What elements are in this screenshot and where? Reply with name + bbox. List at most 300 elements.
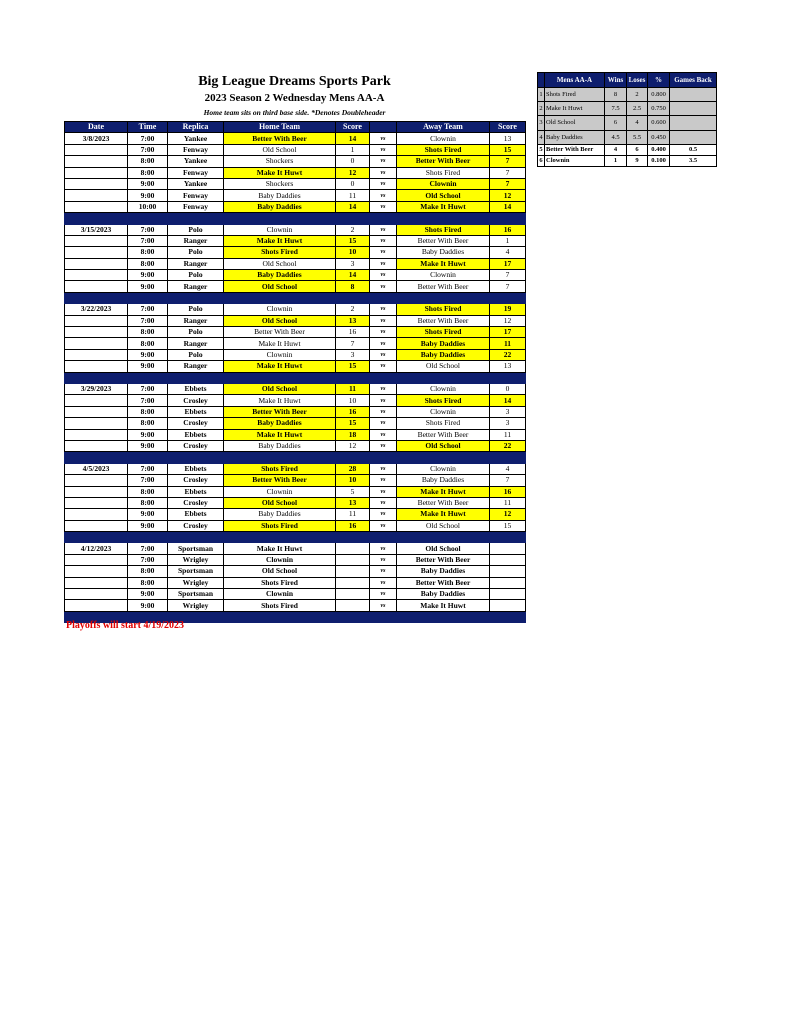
vs-label: vs: [370, 383, 397, 394]
away-score: 11: [490, 338, 526, 349]
away-team: Make It Huwt: [397, 600, 490, 611]
table-row: [65, 201, 526, 212]
standings-rank: 4: [538, 130, 545, 144]
game-time: 9:00: [128, 429, 168, 440]
game-date: [65, 429, 128, 440]
away-score: 7: [490, 167, 526, 178]
game-time: 7:00: [128, 235, 168, 246]
table-row: [65, 509, 526, 520]
separator-cell: [128, 213, 168, 224]
standings-wins: 1: [605, 155, 627, 166]
game-replica-field: Yankee: [168, 156, 224, 167]
table-row: [65, 566, 526, 577]
table-row: [65, 497, 526, 508]
away-team: Better With Beer: [397, 235, 490, 246]
home-team: Shockers: [224, 178, 336, 189]
home-score: 15: [336, 235, 370, 246]
separator-cell: [397, 611, 490, 622]
away-score: 4: [490, 463, 526, 474]
separator-cell: [397, 292, 490, 303]
home-team: Old School: [224, 497, 336, 508]
home-score: 10: [336, 247, 370, 258]
game-date: 3/22/2023: [65, 304, 128, 315]
game-time: 8:00: [128, 486, 168, 497]
separator-cell: [128, 292, 168, 303]
home-team: Old School: [224, 315, 336, 326]
separator-cell: [168, 372, 224, 383]
table-row: [65, 543, 526, 554]
table-row: [65, 178, 526, 189]
game-replica-field: Ebbets: [168, 463, 224, 474]
home-team: Shots Fired: [224, 463, 336, 474]
table-row: [65, 475, 526, 486]
table-row: [65, 577, 526, 588]
home-team: Baby Daddies: [224, 509, 336, 520]
col-vs-header: [370, 122, 397, 133]
table-row: [65, 190, 526, 201]
home-team: Clownin: [224, 589, 336, 600]
game-date: [65, 406, 128, 417]
home-score: [336, 566, 370, 577]
game-replica-field: Crosley: [168, 520, 224, 531]
game-replica-field: Ranger: [168, 281, 224, 292]
game-date: 3/8/2023: [65, 133, 128, 144]
separator-cell: [224, 532, 336, 543]
vs-label: vs: [370, 418, 397, 429]
vs-label: vs: [370, 258, 397, 269]
home-team: Shockers: [224, 156, 336, 167]
home-team: Shots Fired: [224, 520, 336, 531]
game-date: [65, 554, 128, 565]
game-replica-field: Fenway: [168, 167, 224, 178]
game-date: [65, 167, 128, 178]
away-score: 13: [490, 133, 526, 144]
away-team: Shots Fired: [397, 144, 490, 155]
game-date: [65, 281, 128, 292]
separator-cell: [370, 292, 397, 303]
standings-pct: 0.450: [648, 130, 670, 144]
vs-label: vs: [370, 144, 397, 155]
vs-label: vs: [370, 577, 397, 588]
away-team: Better With Beer: [397, 156, 490, 167]
game-time: 9:00: [128, 440, 168, 451]
home-team: Baby Daddies: [224, 440, 336, 451]
table-row: [65, 247, 526, 258]
game-replica-field: Ranger: [168, 361, 224, 372]
vs-label: vs: [370, 463, 397, 474]
separator-cell: [397, 532, 490, 543]
home-score: 16: [336, 520, 370, 531]
away-score: 1: [490, 235, 526, 246]
home-score: 2: [336, 304, 370, 315]
separator-cell: [168, 452, 224, 463]
separator-cell: [336, 292, 370, 303]
col-home-team-header: Home Team: [224, 122, 336, 133]
schedule-table: [64, 121, 526, 623]
away-score: 7: [490, 156, 526, 167]
away-score: 12: [490, 190, 526, 201]
away-team: Better With Beer: [397, 554, 490, 565]
game-time: 7:00: [128, 554, 168, 565]
standings-rank: 6: [539, 157, 543, 165]
away-score: 7: [490, 178, 526, 189]
game-time: 7:00: [128, 315, 168, 326]
table-row: [65, 270, 526, 281]
standings-pct: 0.400: [648, 144, 670, 155]
away-score: 12: [490, 315, 526, 326]
game-time: 8:00: [128, 258, 168, 269]
game-time: 7:00: [128, 224, 168, 235]
away-team: Old School: [397, 440, 490, 451]
away-score: [490, 600, 526, 611]
standings-pct: 0.600: [648, 116, 670, 130]
away-team: Make It Huwt: [397, 201, 490, 212]
game-date: [65, 600, 128, 611]
home-team: Shots Fired: [224, 600, 336, 611]
away-score: 16: [490, 224, 526, 235]
away-team: Clownin: [397, 133, 490, 144]
table-row: [65, 418, 526, 429]
away-score: 15: [490, 520, 526, 531]
standings-table: [537, 72, 717, 167]
game-replica-field: Wrigley: [168, 600, 224, 611]
standings-loses: 2.5: [627, 102, 648, 116]
home-score: 3: [336, 258, 370, 269]
away-score: 13: [490, 361, 526, 372]
col-time-header: Time: [128, 122, 168, 133]
home-score: 12: [336, 167, 370, 178]
vs-label: vs: [370, 315, 397, 326]
table-row: [65, 440, 526, 451]
away-team: Make It Huwt: [397, 509, 490, 520]
separator-cell: [65, 532, 128, 543]
standings-games-back: 3.5: [670, 155, 717, 166]
table-row: [65, 486, 526, 497]
home-score: 15: [336, 418, 370, 429]
standings-wins: 8: [605, 88, 627, 102]
separator-cell: [370, 372, 397, 383]
away-team: Shots Fired: [397, 395, 490, 406]
vs-label: vs: [370, 167, 397, 178]
separator-cell: [370, 611, 397, 622]
home-score: 11: [336, 190, 370, 201]
game-replica-field: Ebbets: [168, 486, 224, 497]
standings-rank-header: [538, 73, 545, 88]
game-replica-field: Yankee: [168, 133, 224, 144]
standings-gb-header: Games Back: [670, 73, 717, 88]
game-replica-field: Polo: [168, 247, 224, 258]
home-team: Make It Huwt: [224, 167, 336, 178]
col-away-score-header: Score: [490, 122, 526, 133]
away-score: 11: [490, 497, 526, 508]
home-team: Old School: [224, 144, 336, 155]
home-score: 1: [336, 144, 370, 155]
week-separator: [65, 452, 526, 463]
home-score: 8: [336, 281, 370, 292]
away-team: Shots Fired: [397, 167, 490, 178]
game-date: [65, 270, 128, 281]
game-time: 9:00: [128, 349, 168, 360]
game-date: [65, 258, 128, 269]
home-score: 2: [336, 224, 370, 235]
home-team: Clownin: [224, 224, 336, 235]
away-score: 3: [490, 406, 526, 417]
away-team: Shots Fired: [397, 304, 490, 315]
standings-row: [538, 88, 717, 102]
table-row: [65, 315, 526, 326]
home-score: 14: [336, 270, 370, 281]
week-separator: [65, 372, 526, 383]
table-row: [65, 361, 526, 372]
home-score: 0: [336, 156, 370, 167]
vs-label: vs: [370, 395, 397, 406]
away-score: [490, 543, 526, 554]
game-replica-field: Sportsman: [168, 566, 224, 577]
game-date: 4/12/2023: [65, 543, 128, 554]
game-replica-field: Crosley: [168, 418, 224, 429]
home-score: 16: [336, 327, 370, 338]
standings-division-header: Mens AA-A: [545, 73, 605, 88]
away-score: 7: [490, 270, 526, 281]
game-time: 7:00: [128, 304, 168, 315]
standings-row: [538, 116, 717, 130]
game-date: [65, 144, 128, 155]
standings-pct-header: %: [648, 73, 670, 88]
game-replica-field: Polo: [168, 304, 224, 315]
standings-wins-header: Wins: [605, 73, 627, 88]
game-replica-field: Polo: [168, 224, 224, 235]
home-score: 13: [336, 497, 370, 508]
home-team: Make It Huwt: [224, 543, 336, 554]
home-score: 5: [336, 486, 370, 497]
standings-body: [538, 88, 717, 167]
game-replica-field: Polo: [168, 270, 224, 281]
away-team: Clownin: [397, 383, 490, 394]
separator-cell: [397, 213, 490, 224]
standings-games-back: [670, 116, 717, 130]
table-row: [65, 600, 526, 611]
home-score: [336, 600, 370, 611]
game-replica-field: Polo: [168, 349, 224, 360]
game-time: 8:00: [128, 406, 168, 417]
game-time: 7:00: [128, 383, 168, 394]
home-team: Baby Daddies: [224, 418, 336, 429]
away-team: Make It Huwt: [397, 258, 490, 269]
separator-cell: [397, 372, 490, 383]
away-score: [490, 554, 526, 565]
game-replica-field: Yankee: [168, 178, 224, 189]
standings-wins: 4.5: [605, 130, 627, 144]
separator-cell: [168, 532, 224, 543]
page-title: Big League Dreams Sports Park: [198, 74, 391, 89]
game-replica-field: Crosley: [168, 497, 224, 508]
home-team: Baby Daddies: [224, 190, 336, 201]
vs-label: vs: [370, 520, 397, 531]
table-row: [65, 589, 526, 600]
game-time: 7:00: [128, 475, 168, 486]
game-date: [65, 327, 128, 338]
standings-loses: 4: [627, 116, 648, 130]
home-score: 10: [336, 395, 370, 406]
game-replica-field: Fenway: [168, 190, 224, 201]
standings-games-back: [670, 88, 717, 102]
separator-cell: [336, 213, 370, 224]
vs-label: vs: [370, 281, 397, 292]
separator-cell: [168, 292, 224, 303]
vs-label: vs: [370, 178, 397, 189]
game-date: 3/29/2023: [65, 383, 128, 394]
away-score: 22: [490, 349, 526, 360]
vs-label: vs: [370, 349, 397, 360]
separator-cell: [65, 452, 128, 463]
separator-cell: [65, 372, 128, 383]
away-team: Better With Beer: [397, 315, 490, 326]
table-row: [65, 258, 526, 269]
separator-cell: [336, 372, 370, 383]
home-team: Old School: [224, 258, 336, 269]
table-row: [65, 406, 526, 417]
home-score: 14: [336, 201, 370, 212]
standings-loses: 5.5: [627, 130, 648, 144]
separator-cell: [397, 452, 490, 463]
away-team: Better With Beer: [397, 281, 490, 292]
home-team: Better With Beer: [224, 133, 336, 144]
standings-pct: 0.100: [648, 155, 670, 166]
vs-label: vs: [370, 600, 397, 611]
game-time: 7:00: [128, 133, 168, 144]
home-score: [336, 577, 370, 588]
vs-label: vs: [370, 361, 397, 372]
home-team: Clownin: [224, 486, 336, 497]
standings-pct: 0.800: [648, 88, 670, 102]
vs-label: vs: [370, 554, 397, 565]
home-score: 7: [336, 338, 370, 349]
vs-label: vs: [370, 190, 397, 201]
game-date: [65, 178, 128, 189]
away-team: Shots Fired: [397, 224, 490, 235]
game-time: 9:00: [128, 178, 168, 189]
standings-wins: 6: [605, 116, 627, 130]
away-score: 15: [490, 144, 526, 155]
standings-team: Baby Daddies: [545, 130, 605, 144]
game-replica-field: Ranger: [168, 258, 224, 269]
table-row: [65, 554, 526, 565]
home-score: 15: [336, 361, 370, 372]
home-team: Old School: [224, 281, 336, 292]
away-score: 7: [490, 475, 526, 486]
col-away-team-header: Away Team: [397, 122, 490, 133]
separator-cell: [490, 213, 526, 224]
table-row: [65, 156, 526, 167]
home-team: Make It Huwt: [224, 338, 336, 349]
vs-label: vs: [370, 327, 397, 338]
separator-cell: [224, 611, 336, 622]
game-date: [65, 201, 128, 212]
table-row: [65, 338, 526, 349]
home-score: 11: [336, 509, 370, 520]
away-team: Better With Beer: [397, 429, 490, 440]
standings-rank: 2: [538, 102, 545, 116]
table-row: [65, 327, 526, 338]
separator-cell: [224, 292, 336, 303]
standings-rank: 5: [539, 146, 543, 154]
game-time: 8:00: [128, 566, 168, 577]
away-team: Clownin: [397, 463, 490, 474]
standings-row: [538, 102, 717, 116]
away-team: Old School: [397, 543, 490, 554]
game-time: 9:00: [128, 270, 168, 281]
vs-label: vs: [370, 406, 397, 417]
away-score: 3: [490, 418, 526, 429]
home-score: 0: [336, 178, 370, 189]
table-row: [65, 304, 526, 315]
page-subtitle: 2023 Season 2 Wednesday Mens AA-A: [204, 92, 385, 104]
game-replica-field: Sportsman: [168, 589, 224, 600]
standings-team: Make It Huwt: [545, 102, 605, 116]
table-row: [65, 167, 526, 178]
away-score: 17: [490, 327, 526, 338]
away-team: Baby Daddies: [397, 589, 490, 600]
vs-label: vs: [370, 543, 397, 554]
game-time: 7:00: [128, 144, 168, 155]
separator-cell: [224, 452, 336, 463]
home-team: Old School: [224, 383, 336, 394]
game-time: 10:00: [128, 201, 168, 212]
game-time: 7:00: [128, 543, 168, 554]
game-date: [65, 577, 128, 588]
table-row: [65, 235, 526, 246]
away-score: 12: [490, 509, 526, 520]
game-date: [65, 486, 128, 497]
game-replica-field: Ebbets: [168, 429, 224, 440]
standings-games-back: [670, 102, 717, 116]
game-replica-field: Sportsman: [168, 543, 224, 554]
vs-label: vs: [370, 201, 397, 212]
home-team: Make It Huwt: [224, 395, 336, 406]
away-team: Old School: [397, 190, 490, 201]
vs-label: vs: [370, 270, 397, 281]
table-row: [65, 281, 526, 292]
game-replica-field: Ranger: [168, 235, 224, 246]
separator-cell: [490, 532, 526, 543]
away-team: Clownin: [397, 270, 490, 281]
home-score: 18: [336, 429, 370, 440]
away-team: Baby Daddies: [397, 475, 490, 486]
game-date: [65, 520, 128, 531]
separator-cell: [65, 213, 128, 224]
game-replica-field: Fenway: [168, 201, 224, 212]
game-replica-field: Ranger: [168, 338, 224, 349]
table-row: [65, 463, 526, 474]
away-score: 11: [490, 429, 526, 440]
away-score: [490, 577, 526, 588]
away-score: 16: [490, 486, 526, 497]
standings-games-back: 0.5: [670, 144, 717, 155]
game-time: 8:00: [128, 577, 168, 588]
home-team: Old School: [224, 566, 336, 577]
game-replica-field: Ebbets: [168, 509, 224, 520]
vs-label: vs: [370, 486, 397, 497]
game-time: 8:00: [128, 327, 168, 338]
home-team: Shots Fired: [224, 577, 336, 588]
home-score: 3: [336, 349, 370, 360]
standings-row: [538, 155, 717, 166]
vs-label: vs: [370, 304, 397, 315]
standings-loses-header: Loses: [627, 73, 648, 88]
away-score: 7: [490, 281, 526, 292]
standings-team: Shots Fired: [545, 88, 605, 102]
game-date: [65, 418, 128, 429]
